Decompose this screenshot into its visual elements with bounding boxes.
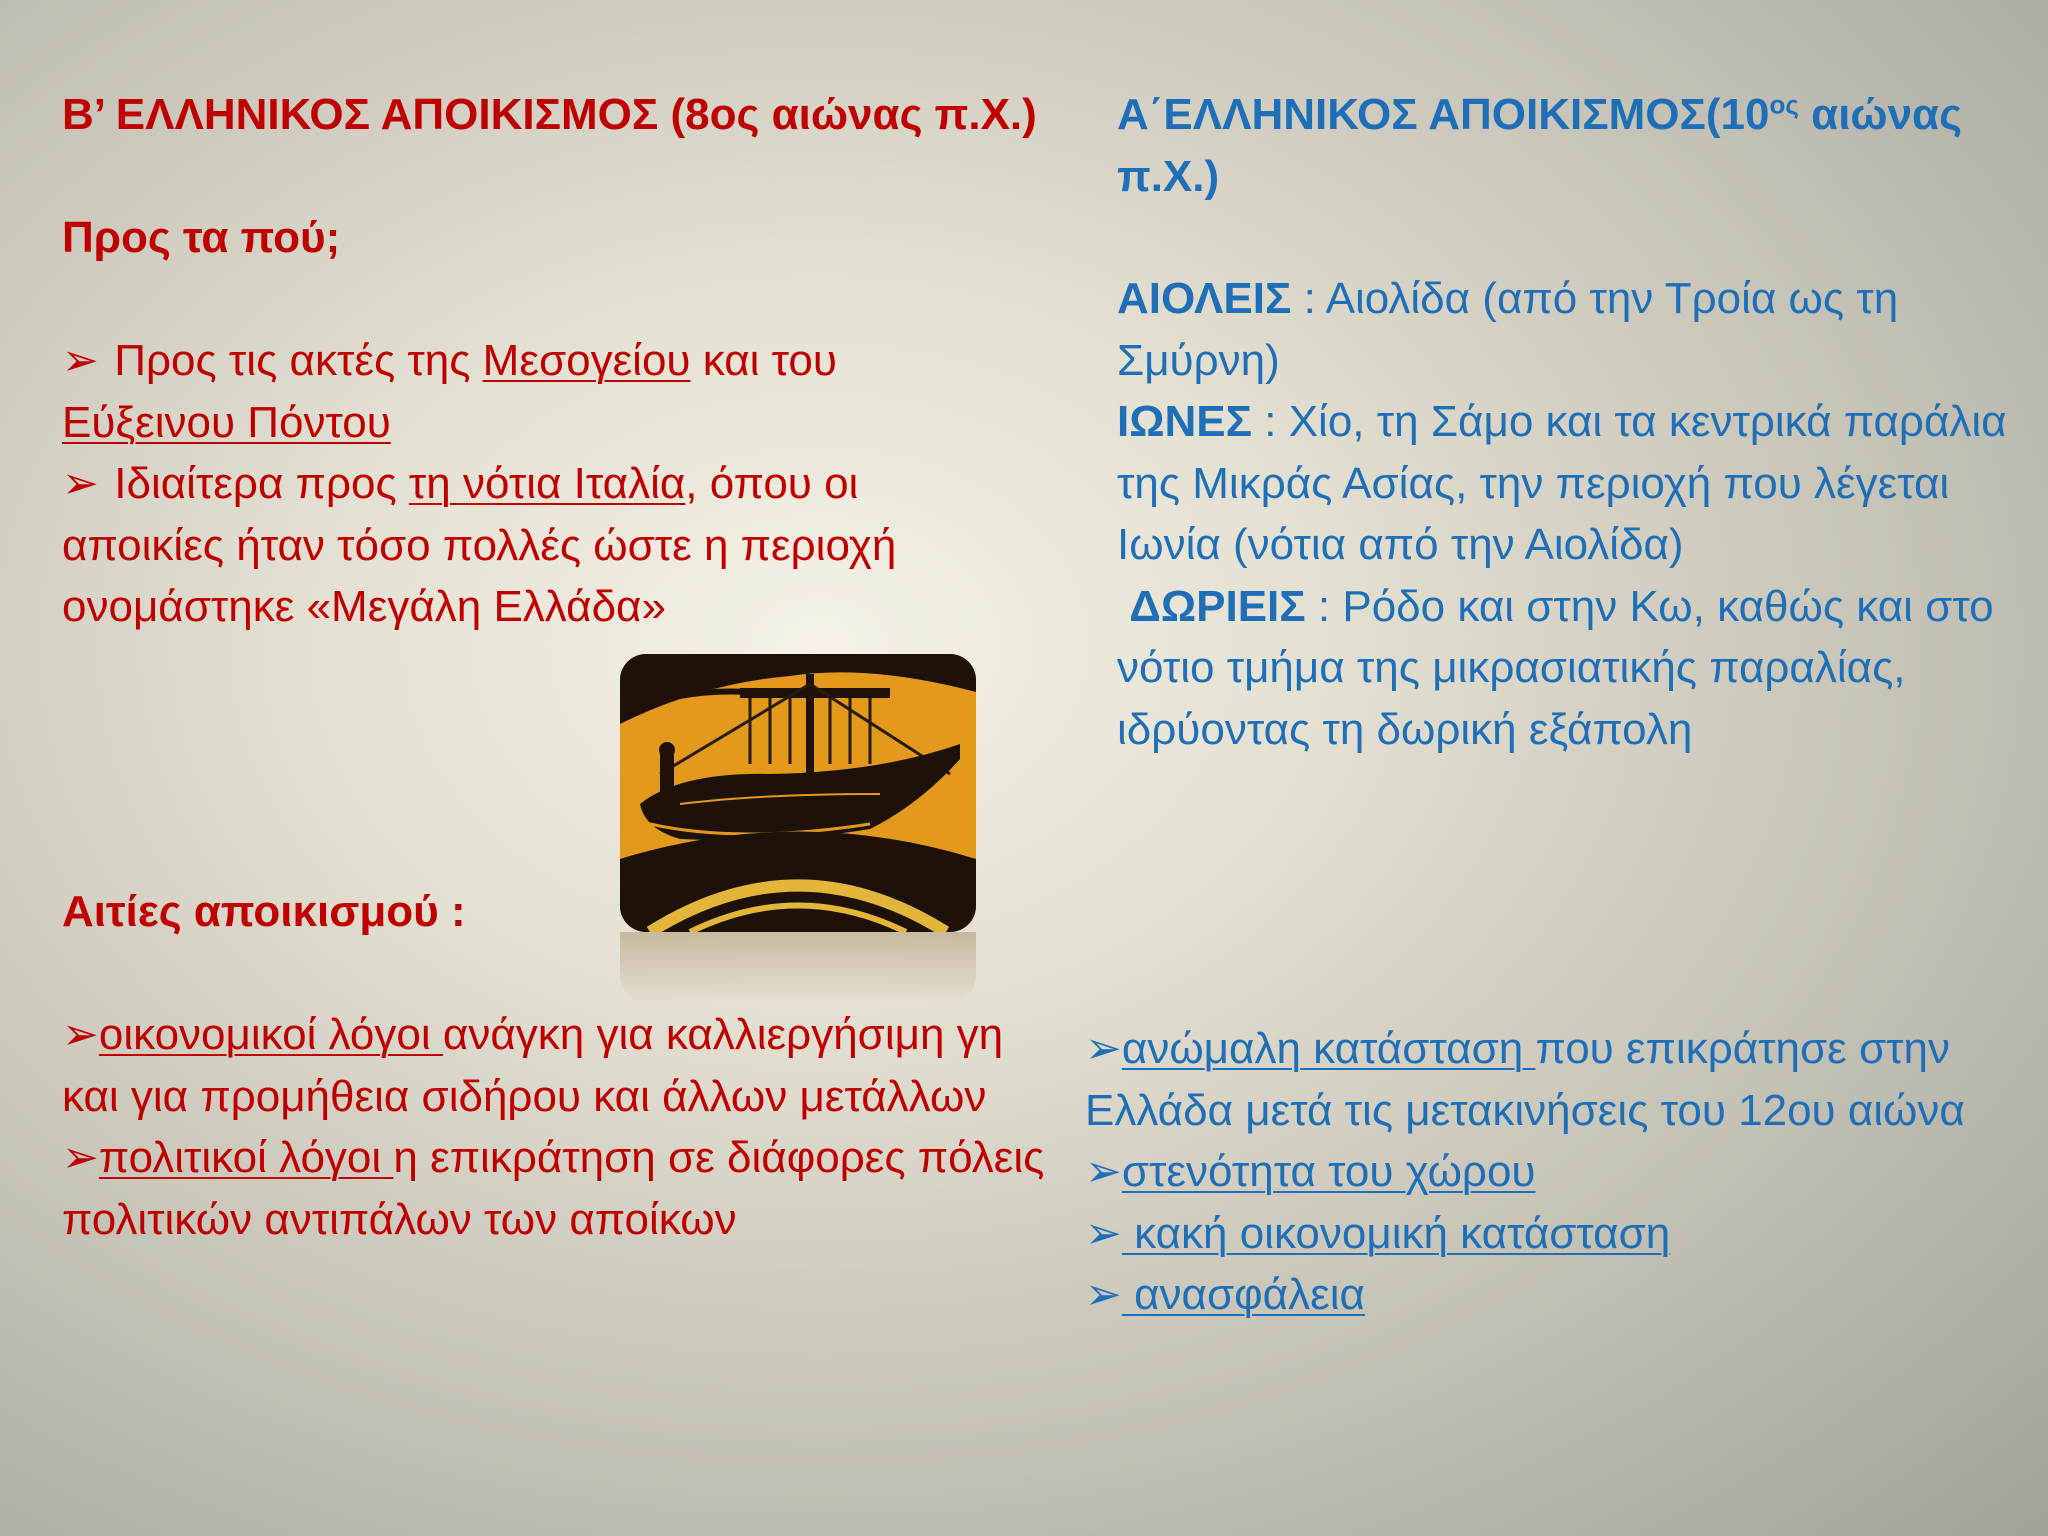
ship-illustration (620, 654, 976, 932)
list-item (1085, 1018, 2035, 1141)
arrow-bullet-icon: ➢ (62, 336, 99, 385)
right-title (1117, 84, 2017, 207)
destination-text: , όπου οι αποικίες ήταν τόσο πολλές ώστε η περιοχή ονομάστηκε «Μεγάλη Ελλάδα» (62, 459, 897, 631)
group-text: : Χίο, τη Σάμο και τα κεντρικά παράλια της Μικράς Ασίας, την περιοχή που λέγεται Ιωνία (νότια από την Αιολίδα) (1117, 397, 2007, 569)
destination-black-sea: Εύξεινου Πόντου (62, 397, 391, 447)
list-item (62, 1004, 1052, 1127)
cause-label: οικονομικοί λόγοι (98, 1010, 443, 1059)
left-causes-list (62, 1004, 1052, 1250)
arrow-bullet-icon: ➢ (1085, 1024, 1122, 1073)
right-title-superscript: ος (1769, 89, 1799, 120)
destination-mediterranean: Μεσογείου (482, 336, 691, 385)
list-item (62, 453, 1022, 638)
cause-label: ανώμαλη κατάσταση (1121, 1024, 1536, 1073)
right-title-main: Α΄ΕΛΛΗΝΙΚΟΣ ΑΠΟΙΚΙΣΜΟΣ(10 (1117, 90, 1770, 139)
list-item (1117, 268, 2017, 391)
cause-label: πολιτικοί λόγοι (98, 1133, 394, 1182)
cause-label: στενότητα του χώρου (1121, 1147, 1536, 1196)
group-text: : Ρόδο και στην Κω, καθώς και στο νότιο τμήμα της μικρασιατικής παραλίας, ιδρύοντας τη δωρική εξάπολη (1117, 581, 1994, 754)
list-item (62, 1127, 1052, 1250)
list-item (1085, 1203, 2035, 1265)
list-item (1117, 391, 2017, 576)
destination-south-italy: τη νότια Ιταλία (408, 459, 686, 508)
list-item (62, 330, 1022, 453)
image-reflection (620, 932, 976, 1002)
right-groups-list (1117, 268, 2017, 760)
cause-text: που επικράτησε στην Ελλάδα μετά τις μετακινήσεις του 12ου αιώνα (1085, 1024, 1965, 1135)
destination-text: και του (690, 336, 837, 385)
arrow-bullet-icon: ➢ (1085, 1147, 1122, 1196)
group-name: ΔΩΡΙΕΙΣ (1129, 581, 1306, 631)
greek-ship-vase-image (620, 654, 976, 932)
left-title: Β’ ΕΛΛΗΝΙΚΟΣ ΑΠΟΙΚΙΣΜΟΣ (8ος αιώνας π.Χ.) (62, 90, 1037, 139)
arrow-bullet-icon: ➢ (1085, 1270, 1122, 1319)
destination-text: Ιδιαίτερα προς (102, 459, 409, 508)
cause-label: ανασφάλεια (1121, 1270, 1365, 1319)
left-destinations-list (62, 330, 1022, 638)
arrow-bullet-icon: ➢ (62, 459, 99, 508)
list-item (1085, 1141, 2035, 1203)
destination-text: Προς τις ακτές της (102, 336, 483, 385)
right-causes-list (1085, 1018, 2035, 1326)
left-causes-heading: Αιτίες αποικισμού : (62, 887, 466, 936)
list-item (1117, 576, 2017, 761)
cause-text: η επικράτηση σε διάφορες πόλεις πολιτικών αντιπάλων των αποίκων (62, 1133, 1045, 1244)
arrow-bullet-icon: ➢ (62, 1133, 99, 1182)
left-question: Προς τα πού; (62, 213, 341, 262)
group-name: ΙΩΝΕΣ (1117, 397, 1253, 446)
group-name: ΑΙΟΛΕΙΣ (1117, 274, 1292, 323)
arrow-bullet-icon: ➢ (62, 1010, 99, 1059)
cause-text: ανάγκη για καλλιεργήσιμη γη και για προμήθεια σιδήρου και άλλων μετάλλων (62, 1010, 1004, 1121)
list-item (1085, 1264, 2035, 1326)
group-text: : Αιολίδα (από την Τροία ως τη Σμύρνη) (1117, 274, 1899, 385)
right-title-rest: αιώνας π.Χ.) (1117, 90, 1962, 201)
cause-label: κακή οικονομική κατάσταση (1121, 1208, 1671, 1258)
arrow-bullet-icon: ➢ (1085, 1208, 1122, 1258)
